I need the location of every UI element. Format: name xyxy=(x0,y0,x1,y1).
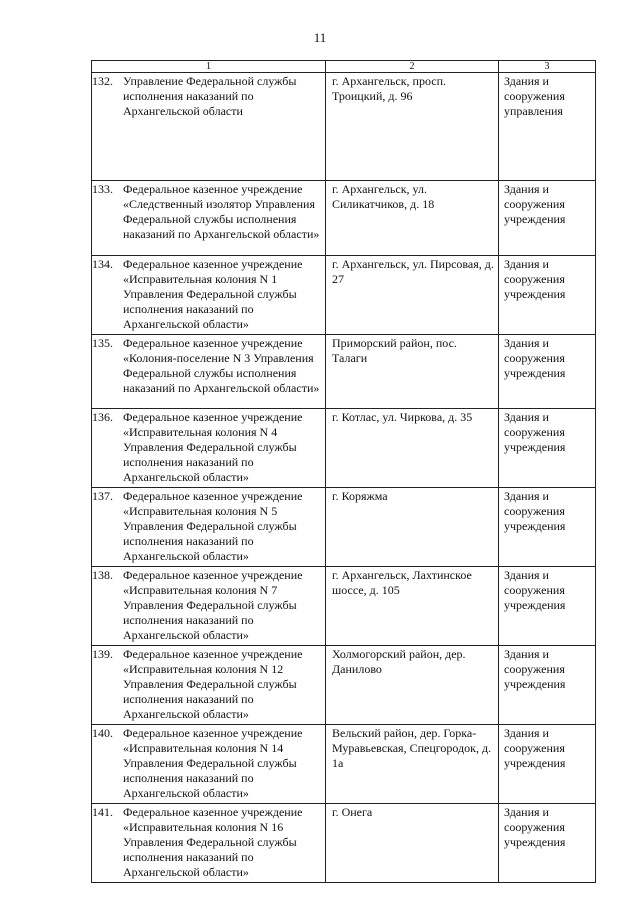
institution-name: Федеральное казенное учреждение «Исправительная колония N 4 Управления Федеральной службы исполнения наказаний по Архангельской области» xyxy=(123,410,303,484)
institution-name: Федеральное казенное учреждение «Колония-поселение N 3 Управления Федеральной службы исполнения наказаний по Архангельской области» xyxy=(123,336,320,395)
row-name-cell xyxy=(92,181,326,256)
table-row xyxy=(92,804,596,883)
table-row xyxy=(92,646,596,725)
row-number: 135. xyxy=(92,336,113,350)
table-row xyxy=(92,181,596,256)
table-header-row xyxy=(92,61,596,73)
institution-name: Федеральное казенное учреждение «Исправительная колония N 5 Управления Федеральной службы исполнения наказаний по Архангельской области» xyxy=(123,489,303,563)
column-header-1: 1 xyxy=(92,61,326,73)
row-type: Здания и сооружения управления xyxy=(499,73,596,181)
row-address: Вельский район, дер. Горка-Муравьевская, Спецгородок, д. 1а xyxy=(326,725,499,804)
row-number: 138. xyxy=(92,568,113,582)
row-number: 137. xyxy=(92,489,113,503)
institution-name: Федеральное казенное учреждение «Следственный изолятор Управления Федеральной службы исполнения наказаний по Архангельской области» xyxy=(123,182,320,241)
column-header-3: 3 xyxy=(499,61,596,73)
row-name-cell xyxy=(92,335,326,409)
row-type: Здания и сооружения учреждения xyxy=(499,804,596,883)
row-address: г. Коряжма xyxy=(326,488,499,567)
row-type: Здания и сооружения учреждения xyxy=(499,646,596,725)
row-address: г. Архангельск, ул. Пирсовая, д. 27 xyxy=(326,256,499,335)
institution-name: Федеральное казенное учреждение «Исправительная колония N 1 Управления Федеральной службы исполнения наказаний по Архангельской области» xyxy=(123,257,303,331)
row-type: Здания и сооружения учреждения xyxy=(499,181,596,256)
table-row xyxy=(92,567,596,646)
table-row xyxy=(92,725,596,804)
table-row xyxy=(92,73,596,181)
institution-name: Управление Федеральной службы исполнения наказаний по Архангельской области xyxy=(123,74,297,118)
row-number: 133. xyxy=(92,182,113,196)
row-address: г. Архангельск, Лахтинское шоссе, д. 105 xyxy=(326,567,499,646)
row-name-cell xyxy=(92,73,326,181)
table-row xyxy=(92,335,596,409)
row-number: 141. xyxy=(92,805,113,819)
row-type: Здания и сооружения учреждения xyxy=(499,256,596,335)
property-table xyxy=(91,60,596,883)
table-row xyxy=(92,409,596,488)
table-row xyxy=(92,256,596,335)
row-name-cell xyxy=(92,804,326,883)
institution-name: Федеральное казенное учреждение «Исправительная колония N 7 Управления Федеральной службы исполнения наказаний по Архангельской области» xyxy=(123,568,303,642)
row-number: 136. xyxy=(92,410,113,424)
row-name-cell xyxy=(92,409,326,488)
row-address: г. Архангельск, ул. Силикатчиков, д. 18 xyxy=(326,181,499,256)
row-name-cell xyxy=(92,488,326,567)
row-number: 134. xyxy=(92,257,113,271)
institution-name: Федеральное казенное учреждение «Исправительная колония N 14 Управления Федеральной службы исполнения наказаний по Архангельской области» xyxy=(123,726,303,800)
row-address: Холмогорский район, дер. Данилово xyxy=(326,646,499,725)
row-address: г. Онега xyxy=(326,804,499,883)
row-type: Здания и сооружения учреждения xyxy=(499,409,596,488)
institution-name: Федеральное казенное учреждение «Исправительная колония N 12 Управления Федеральной службы исполнения наказаний по Архангельской области» xyxy=(123,647,303,721)
row-number: 139. xyxy=(92,647,113,661)
page-number: 11 xyxy=(313,30,327,45)
row-name-cell xyxy=(92,725,326,804)
row-name-cell xyxy=(92,646,326,725)
row-address: Приморский район, пос. Талаги xyxy=(326,335,499,409)
row-name-cell xyxy=(92,567,326,646)
row-address: г. Котлас, ул. Чиркова, д. 35 xyxy=(326,409,499,488)
row-type: Здания и сооружения учреждения xyxy=(499,488,596,567)
institution-name: Федеральное казенное учреждение «Исправительная колония N 16 Управления Федеральной службы исполнения наказаний по Архангельской области» xyxy=(123,805,303,879)
row-number: 140. xyxy=(92,726,113,740)
row-number: 132. xyxy=(92,74,113,88)
table-row xyxy=(92,488,596,567)
row-type: Здания и сооружения учреждения xyxy=(499,567,596,646)
column-header-2: 2 xyxy=(326,61,499,73)
row-type: Здания и сооружения учреждения xyxy=(499,725,596,804)
row-name-cell xyxy=(92,256,326,335)
row-address: г. Архангельск, просп. Троицкий, д. 96 xyxy=(326,73,499,181)
row-type: Здания и сооружения учреждения xyxy=(499,335,596,409)
